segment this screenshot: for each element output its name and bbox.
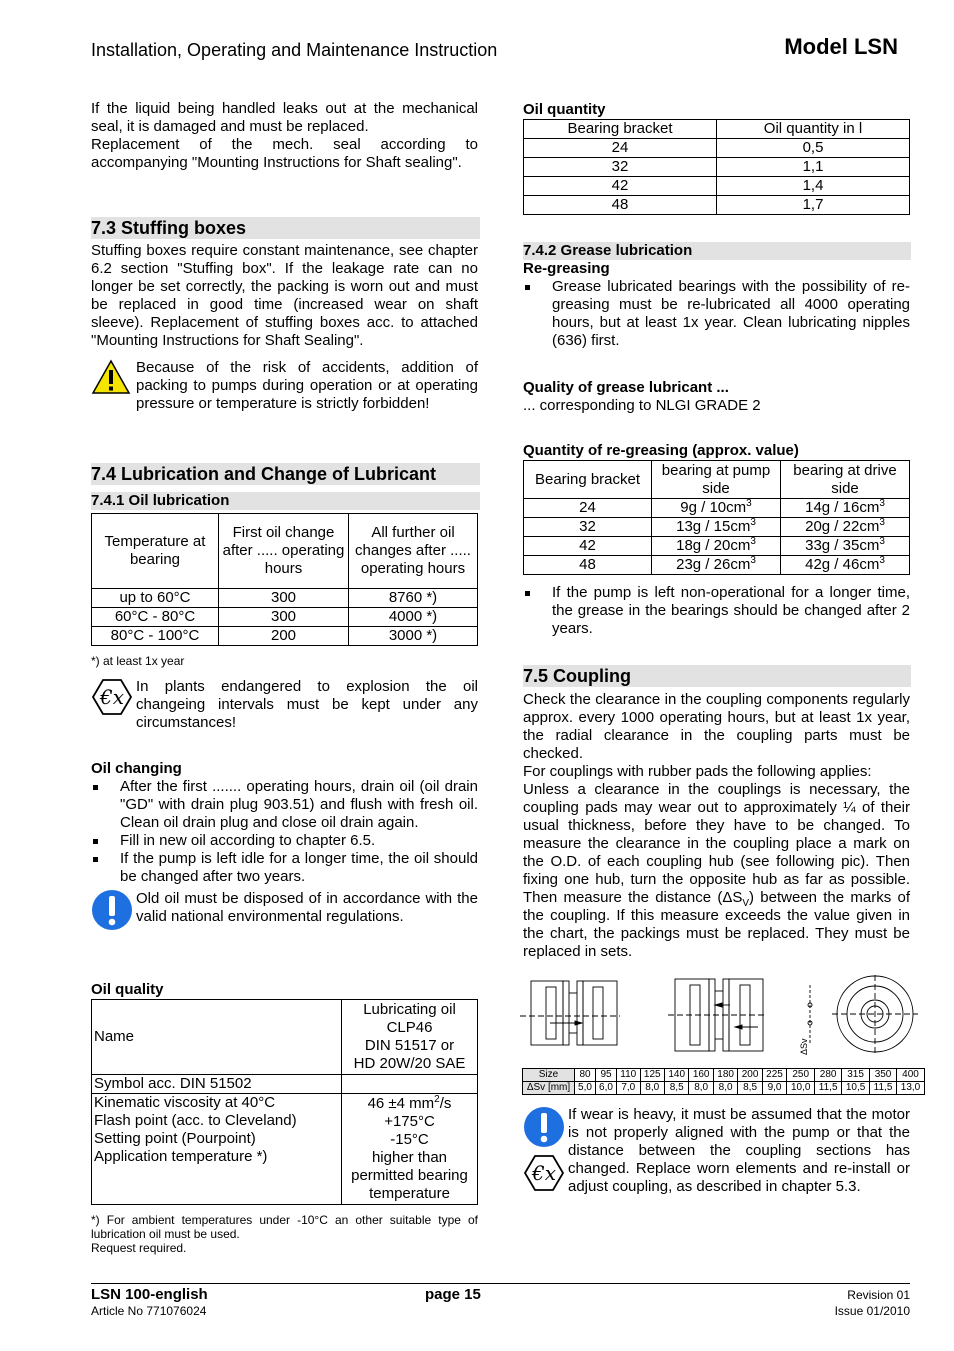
table-row xyxy=(524,158,910,177)
oil-name-line: DIN 51517 or xyxy=(364,1037,455,1054)
stuffing-boxes-text: Stuffing boxes require constant maintenance, see chapter 6.2 section "Stuffing box". If the leakage rate can no longer be set correctly, the packing is worn out and must be replaced in good time (increased wear on shaft sleeve). Replacement of stuffing boxes acc. to attached "Mounting Instructions for Shaft Sealing". xyxy=(91,242,478,349)
table-cell: 225 xyxy=(762,1069,786,1082)
explosion-protection-icon xyxy=(523,1154,565,1192)
table-cell xyxy=(652,518,781,537)
cubic-exponent: 3 xyxy=(879,517,885,528)
table-cell: 300 xyxy=(219,589,349,608)
viscosity-value xyxy=(344,1095,475,1113)
grease-value: 13g / 15cm xyxy=(676,518,751,535)
oil-table-header: Temperature at bearing xyxy=(92,514,219,589)
oil-quantity-title: Oil quantity xyxy=(523,101,606,118)
table-cell: 10,5 xyxy=(842,1082,870,1095)
table-row xyxy=(523,1082,925,1095)
table-cell: 160 xyxy=(689,1069,713,1082)
document-header-title: Installation, Operating and Maintenance Instruction xyxy=(91,40,498,60)
viscosity-unit: /s xyxy=(439,1095,452,1112)
oil-name-line: Lubricating oil xyxy=(363,1001,456,1018)
cubic-exponent: 3 xyxy=(879,555,885,566)
oil-quantity-table xyxy=(523,119,910,215)
grease-value: 14g / 16cm xyxy=(805,499,880,516)
table-row xyxy=(523,1069,925,1082)
table-cell: 32 xyxy=(524,158,717,177)
table-cell: 125 xyxy=(640,1069,664,1082)
table-cell: 42 xyxy=(524,537,652,556)
grease-value: 33g / 35cm xyxy=(805,537,880,554)
cubic-exponent: 3 xyxy=(750,536,756,547)
table-cell: 24 xyxy=(524,499,652,518)
property-label: Kinematic viscosity at 40°C xyxy=(94,1094,276,1111)
oil-name-line: CLP46 xyxy=(386,1019,433,1036)
table-cell: 10,0 xyxy=(787,1082,815,1095)
table-cell: 140 xyxy=(664,1069,688,1082)
table-cell xyxy=(781,518,910,537)
diagram-delta-label: ΔSv xyxy=(799,1038,809,1055)
table-row xyxy=(524,499,910,518)
table-cell: 8,5 xyxy=(664,1082,688,1095)
wear-notice xyxy=(523,1106,910,1196)
table-header: Bearing bracket xyxy=(524,461,652,499)
table-cell: 48 xyxy=(524,556,652,575)
wear-notice-text: If wear is heavy, it must be assumed that the motor is not properly aligned with the pump or that the distance between the coupling sections has changed. Replace worn elements and re-install or adjust coupling, as described in chapter 5.3. xyxy=(568,1106,910,1195)
grease-quantity-title: Quantity of re-greasing (approx. value) xyxy=(523,442,799,459)
coupling-diagram xyxy=(520,975,920,1067)
table-row xyxy=(92,1000,478,1075)
table-cell: 1,1 xyxy=(717,158,910,177)
oil-quantity-section xyxy=(523,101,910,215)
property-value: -15°C xyxy=(390,1131,429,1148)
table-cell: 8760 *) xyxy=(349,589,478,608)
table-row xyxy=(524,177,910,196)
table-row xyxy=(524,537,910,556)
footer-revision: Revision 01 xyxy=(847,1288,910,1302)
footer-page-number: page 15 xyxy=(425,1286,481,1303)
grease-value: 42g / 46cm xyxy=(805,556,880,573)
table-cell xyxy=(342,1094,478,1205)
intro-paragraph-2: Replacement of the mech. seal according to accompanying "Mounting Instructions for Shaft sealing". xyxy=(91,136,478,171)
cubic-exponent: 3 xyxy=(750,517,756,528)
oil-name-line: HD 20W/20 SAE xyxy=(353,1055,466,1072)
table-cell: 11,5 xyxy=(815,1082,842,1095)
section-title-7-4-1: 7.4.1 Oil lubrication xyxy=(91,492,480,510)
footer-document: LSN 100-english xyxy=(91,1286,208,1303)
info-exclamation-icon xyxy=(91,889,133,931)
list-item: After the first ....... operating hours, drain oil (oil drain "GD" with drain plug 903.51) and flush with fresh oil. Clean oil drain plug and close oil drain again. xyxy=(91,778,478,832)
table-cell: 13,0 xyxy=(897,1082,925,1095)
table-cell xyxy=(781,499,910,518)
accident-warning xyxy=(91,359,478,413)
table-cell: 42 xyxy=(524,177,717,196)
section-7-4 xyxy=(91,463,480,510)
list-item: Grease lubricated bearings with the possibility of re-greasing must be re-lubricated all 4000 operating hours, but at least 1x year. Clean lubricating nipples (636) first. xyxy=(523,278,910,350)
table-header: Bearing bracket xyxy=(524,120,717,139)
section-7-5 xyxy=(523,665,911,961)
accident-warning-text: Because of the risk of accidents, addition of packing to pumps during operation or at operating pressure or temperature is strictly forbidden! xyxy=(136,359,478,412)
table-cell: 200 xyxy=(738,1069,762,1082)
table-cell: 80 xyxy=(575,1069,596,1082)
grease-quality-text: ... corresponding to NLGI GRADE 2 xyxy=(523,397,761,414)
oil-changing-title: Oil changing xyxy=(91,760,182,777)
intro-paragraph-1: If the liquid being handled leaks out at the mechanical seal, it is damaged and must be replaced. xyxy=(91,100,478,135)
table-cell xyxy=(92,1094,342,1205)
section-title-7-5: 7.5 Coupling xyxy=(523,665,911,687)
quality-footnote-2: Request required. xyxy=(91,1241,187,1255)
table-row xyxy=(524,139,910,158)
oil-change-table xyxy=(91,513,478,646)
dispose-notice xyxy=(91,890,478,926)
cubic-exponent: 3 xyxy=(879,536,885,547)
table-cell: 6,0 xyxy=(596,1082,617,1095)
grease-quantity-table xyxy=(523,460,910,575)
list-item: If the pump is left non-operational for a longer time, the grease in the bearings should be changed after 2 years. xyxy=(523,584,910,638)
table-cell: 11,5 xyxy=(870,1082,897,1095)
grease-quality-title: Quality of grease lubricant ... xyxy=(523,379,729,396)
explosion-notice xyxy=(91,678,478,732)
table-row xyxy=(92,1075,478,1094)
table-cell xyxy=(652,556,781,575)
section-title-7-3: 7.3 Stuffing boxes xyxy=(91,217,480,239)
table-cell: 9,0 xyxy=(762,1082,786,1095)
list-item: Fill in new oil according to chapter 6.5. xyxy=(91,832,478,850)
coupling-subscript: V xyxy=(742,898,750,909)
oil-table-footnote: *) at least 1x year xyxy=(91,654,185,668)
table-cell xyxy=(342,1075,478,1094)
table-cell: 0,5 xyxy=(717,139,910,158)
table-cell: Name xyxy=(92,1000,342,1075)
table-cell: 8,0 xyxy=(640,1082,664,1095)
grease-change-list xyxy=(523,584,910,638)
quality-footnote: *) For ambient temperatures under -10°C an other suitable type of lubrication oil must be used. xyxy=(91,1213,478,1241)
property-label: Flash point (acc. to Cleveland) xyxy=(94,1112,297,1129)
footer-divider xyxy=(91,1283,910,1284)
footer-article: Article No 771076024 xyxy=(91,1304,207,1318)
coupling-paragraph-1: Check the clearance in the coupling components regularly approx. every 1000 operating hours, but at least 1x year, the radial clearance in the coupling parts must be checked. xyxy=(523,691,910,762)
viscosity-number: 46 ±4 mm xyxy=(367,1095,435,1112)
section-7-4-2 xyxy=(523,242,911,350)
property-label: Application temperature *) xyxy=(94,1148,268,1165)
table-cell: 1,7 xyxy=(717,196,910,215)
delta-label: ΔSv [mm] xyxy=(523,1082,575,1095)
property-value: +175°C xyxy=(384,1113,435,1130)
table-row xyxy=(92,608,478,627)
table-row xyxy=(524,461,910,499)
table-cell xyxy=(652,499,781,518)
table-cell: 8,0 xyxy=(689,1082,713,1095)
grease-value: 23g / 26cm xyxy=(676,556,751,573)
svg-text:€x: €x xyxy=(99,685,125,709)
table-row xyxy=(524,518,910,537)
grease-value: 20g / 22cm xyxy=(805,518,880,535)
table-cell: 400 xyxy=(897,1069,925,1082)
info-exclamation-icon xyxy=(523,1106,565,1148)
table-cell: 4000 *) xyxy=(349,608,478,627)
table-cell: 7,0 xyxy=(617,1082,641,1095)
viscosity-exponent: 2 xyxy=(434,1094,440,1105)
table-cell: 110 xyxy=(617,1069,641,1082)
table-cell xyxy=(781,537,910,556)
explosion-notice-text: In plants endangered to explosion the oil changeing intervals must be kept under any circumstances! xyxy=(136,678,478,731)
table-cell: 80°C - 100°C xyxy=(92,627,219,646)
table-cell: 250 xyxy=(787,1069,815,1082)
table-cell xyxy=(342,1000,478,1075)
property-value: higher than permitted bearing temperature xyxy=(351,1149,468,1202)
table-cell: 280 xyxy=(815,1069,842,1082)
table-row xyxy=(524,196,910,215)
table-row xyxy=(92,589,478,608)
cubic-exponent: 3 xyxy=(746,498,752,509)
coupling-size-table xyxy=(522,1068,925,1095)
coupling-size-table-wrap xyxy=(522,1068,925,1095)
coupling-text-part: Unless a clearance in the couplings is necessary, the coupling pads may wear out to approximately ¼ of their usual thickness, before they have to be changed. To measure the clearance in the coupling place a mark on the O.D. of each coupling hub (see following pic). Then fixing one hub, turn the opposite hub as far as possible. Then measure the distance (ΔS xyxy=(523,781,910,906)
oil-quality-title: Oil quality xyxy=(91,981,164,998)
table-cell: 5,0 xyxy=(575,1082,596,1095)
cubic-exponent: 3 xyxy=(750,555,756,566)
section-7-3 xyxy=(91,217,480,413)
section-title-7-4: 7.4 Lubrication and Change of Lubricant xyxy=(91,463,480,485)
oil-quality-section xyxy=(91,981,478,1255)
grease-value: 18g / 20cm xyxy=(676,537,751,554)
svg-text:€x: €x xyxy=(531,1161,557,1185)
coupling-text-part: ) between the marks of the coupling. If this measure exceeds the value given in the chart, the packings must be replaced. They must be replaced in sets. xyxy=(523,889,910,960)
table-cell: 1,4 xyxy=(717,177,910,196)
regreasing-list xyxy=(523,278,910,350)
table-cell: 8,0 xyxy=(713,1082,737,1095)
table-cell xyxy=(652,537,781,556)
footer-issue: Issue 01/2010 xyxy=(834,1304,910,1318)
oil-table-header: All further oil changes after ..... operating hours xyxy=(349,514,478,589)
model-title: Model LSN xyxy=(784,34,898,59)
size-label: Size xyxy=(523,1069,575,1082)
list-item: If the pump is left idle for a longer time, the oil should be changed after two years. xyxy=(91,850,478,886)
table-cell: 8,5 xyxy=(738,1082,762,1095)
regreasing-title: Re-greasing xyxy=(523,260,610,277)
table-cell: 24 xyxy=(524,139,717,158)
table-row xyxy=(524,556,910,575)
cubic-exponent: 3 xyxy=(879,498,885,509)
table-row xyxy=(92,1094,478,1205)
table-cell: 300 xyxy=(219,608,349,627)
oil-change-table-wrap xyxy=(91,513,478,646)
coupling-paragraph-3 xyxy=(523,781,910,961)
section-title-7-4-2: 7.4.2 Grease lubrication xyxy=(523,242,911,260)
table-cell: 48 xyxy=(524,196,717,215)
table-cell: 32 xyxy=(524,518,652,537)
coupling-paragraph-2: For couplings with rubber pads the following applies: xyxy=(523,763,872,780)
grease-value: 9g / 10cm xyxy=(680,499,747,516)
grease-quantity-section xyxy=(523,442,910,638)
table-cell: 95 xyxy=(596,1069,617,1082)
table-cell: 60°C - 80°C xyxy=(92,608,219,627)
table-header: bearing at pump side xyxy=(652,461,781,499)
table-cell: Symbol acc. DIN 51502 xyxy=(92,1075,342,1094)
grease-quality xyxy=(523,379,910,415)
table-row xyxy=(92,627,478,646)
explosion-protection-icon xyxy=(91,678,133,716)
table-cell: 200 xyxy=(219,627,349,646)
warning-triangle-icon xyxy=(91,359,131,395)
table-cell: up to 60°C xyxy=(92,589,219,608)
table-cell: 350 xyxy=(870,1069,897,1082)
table-header: Oil quantity in l xyxy=(717,120,910,139)
table-cell: 315 xyxy=(842,1069,870,1082)
oil-changing-list xyxy=(91,778,478,886)
table-cell: 180 xyxy=(713,1069,737,1082)
dispose-notice-text: Old oil must be disposed of in accordance with the valid national environmental regulations. xyxy=(136,890,478,925)
property-label: Setting point (Pourpoint) xyxy=(94,1130,256,1147)
left-column xyxy=(91,100,478,172)
oil-changing-section xyxy=(91,760,478,926)
table-cell: 3000 *) xyxy=(349,627,478,646)
table-row xyxy=(524,120,910,139)
oil-quality-table xyxy=(91,999,478,1205)
table-header: bearing at drive side xyxy=(781,461,910,499)
oil-table-header: First oil change after ..... operating hours xyxy=(219,514,349,589)
table-cell xyxy=(781,556,910,575)
